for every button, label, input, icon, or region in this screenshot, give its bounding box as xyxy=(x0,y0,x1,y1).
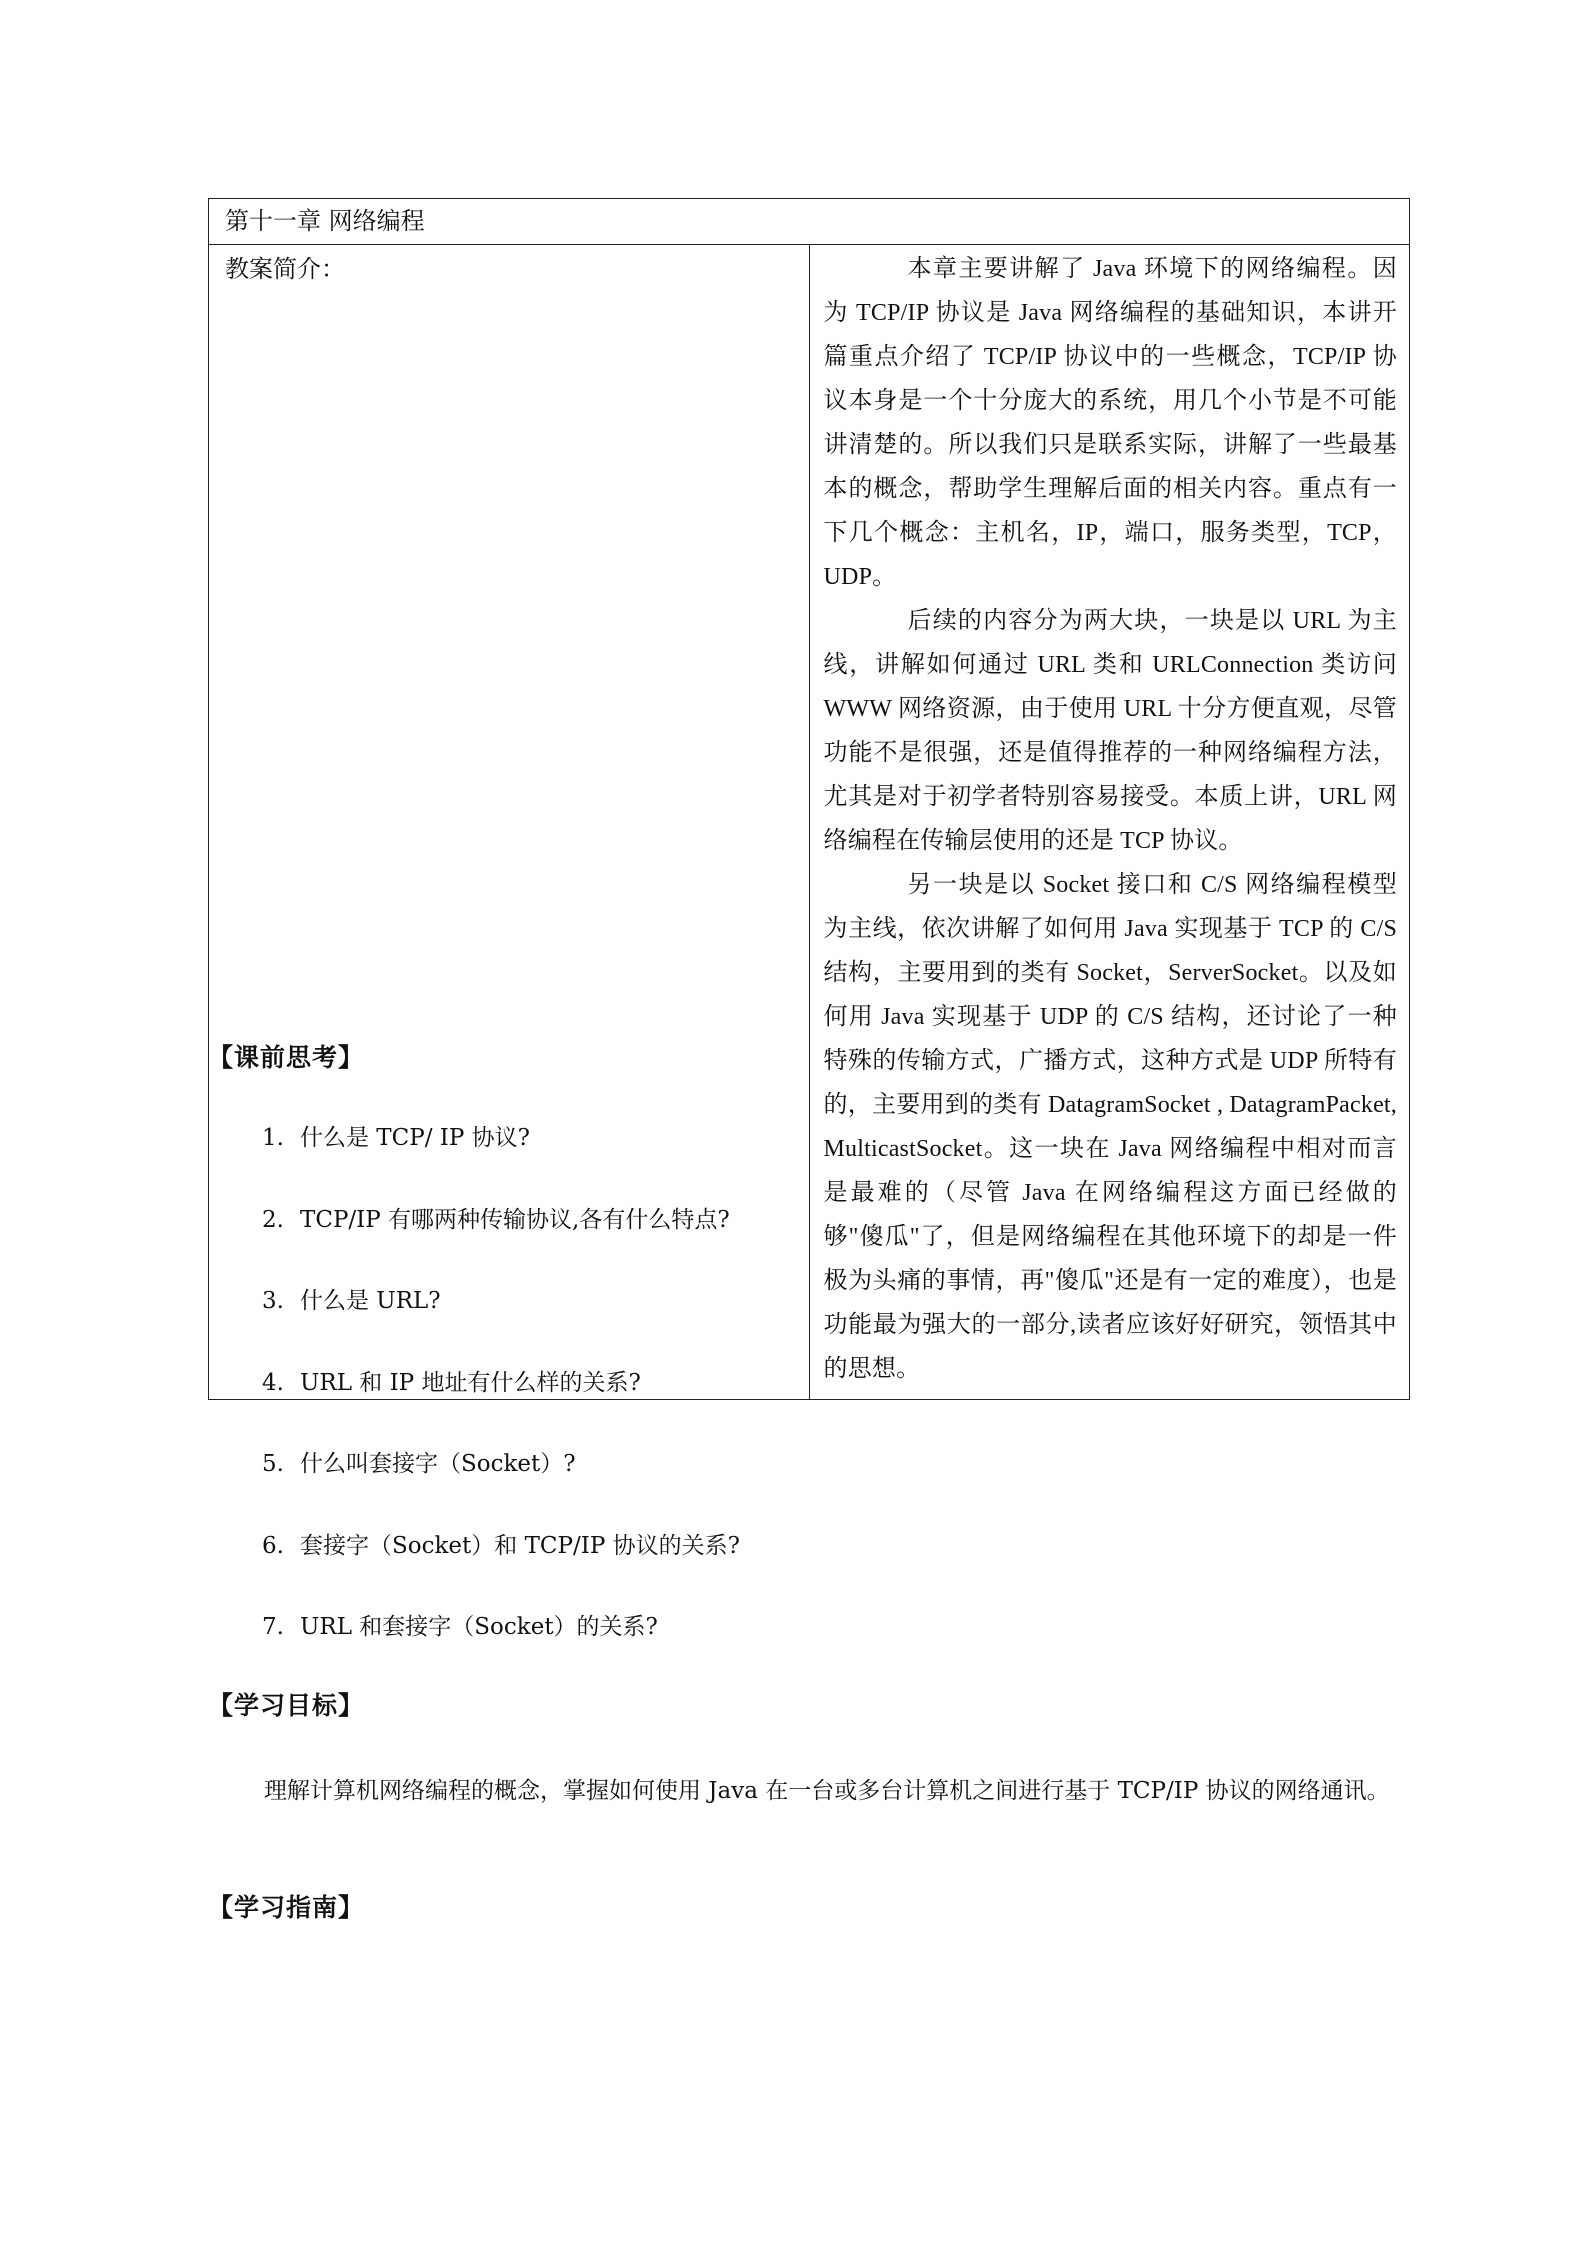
preclass-heading: 【课前思考】 xyxy=(208,1043,365,1072)
question-list xyxy=(262,1120,740,1691)
question-number: 3. xyxy=(262,1288,284,1314)
question-text: URL 和套接字（Socket）的关系? xyxy=(300,1614,658,1640)
chapter-title-row xyxy=(209,199,1410,245)
question-text: 什么是 URL? xyxy=(300,1288,441,1314)
question-text: 什么是 TCP/ IP 协议? xyxy=(300,1125,530,1151)
goals-text: 理解计算机网络编程的概念，掌握如何使用 Java 在一台或多台计算机之间进行基于 TCP/IP 协议的网络通讯。 xyxy=(264,1778,1390,1804)
list-item xyxy=(262,1120,740,1202)
summary-paragraph: 后续的内容分为两大块，一块是以 URL 为主线，讲解如何通过 URL 类和 URLConnection 类访问 WWW 网络资源，由于使用 URL 十分方便直观，尽管功能不是很强，还是值得推荐的一种网络编程方法，尤其是对于初学者特别容易接受。本质上讲，URL 网络编程在传输层使用的还是 TCP 协议。 xyxy=(823,608,1397,854)
list-item xyxy=(262,1528,740,1610)
summary-paragraph: 本章主要讲解了 Java 环境下的网络编程。因为 TCP/IP 协议是 Java 网络编程的基础知识，本讲开篇重点介绍了 TCP/IP 协议中的一些概念，TCP/IP 协议本身是一个十分庞大的系统，用几个小节是不可能讲清楚的。所以我们只是联系实际，讲解了一些最基本的概念，帮助学生理解后面的相关内容。重点有一下几个概念：主机名，IP，端口，服务类型，TCP，UDP。 xyxy=(823,256,1397,590)
question-text: 套接字（Socket）和 TCP/IP 协议的关系? xyxy=(300,1532,740,1559)
question-number: 4. xyxy=(262,1369,284,1396)
question-number: 5. xyxy=(262,1451,284,1477)
list-item xyxy=(262,1609,740,1691)
question-number: 7. xyxy=(262,1614,284,1640)
list-item xyxy=(262,1283,740,1365)
question-text: URL 和 IP 地址有什么样的关系? xyxy=(300,1369,641,1396)
list-item xyxy=(262,1365,740,1447)
question-number: 2. xyxy=(262,1206,284,1233)
guide-heading: 【学习指南】 xyxy=(208,1893,365,1922)
summary-content xyxy=(809,245,1410,1400)
question-number: 1. xyxy=(262,1125,284,1151)
question-text: 什么叫套接字（Socket）? xyxy=(300,1451,576,1477)
list-item xyxy=(262,1446,740,1528)
summary-paragraph: 另一块是以 Socket 接口和 C/S 网络编程模型为主线，依次讲解了如何用 Java 实现基于 TCP 的 C/S 结构，主要用到的类有 Socket，ServerSocket。以及如何用 Java 实现基于 UDP 的 C/S 结构，还讨论了一种特殊的传输方式，广播方式，这种方式是 UDP 所特有的，主要用到的类有 DatagramSocket , DatagramPacket, MulticastSocket。这一块在 Java 网络编程中相对而言是最难的（尽管 Java 在网络编程这方面已经做的够"傻瓜"了，但是网络编程在其他环境下的却是一件极为头痛的事情，再"傻瓜"还是有一定的难度），也是功能最为强大的一部分,读者应该好好研究，领悟其中的思想。 xyxy=(823,872,1397,1382)
summary-label: 教案简介： xyxy=(209,245,810,1400)
question-number: 6. xyxy=(262,1532,284,1559)
question-text: TCP/IP 有哪两种传输协议,各有什么特点? xyxy=(300,1206,730,1233)
chapter-title: 第十一章 网络编程 xyxy=(209,199,1410,245)
goals-heading: 【学习目标】 xyxy=(208,1691,365,1720)
list-item xyxy=(262,1202,740,1284)
